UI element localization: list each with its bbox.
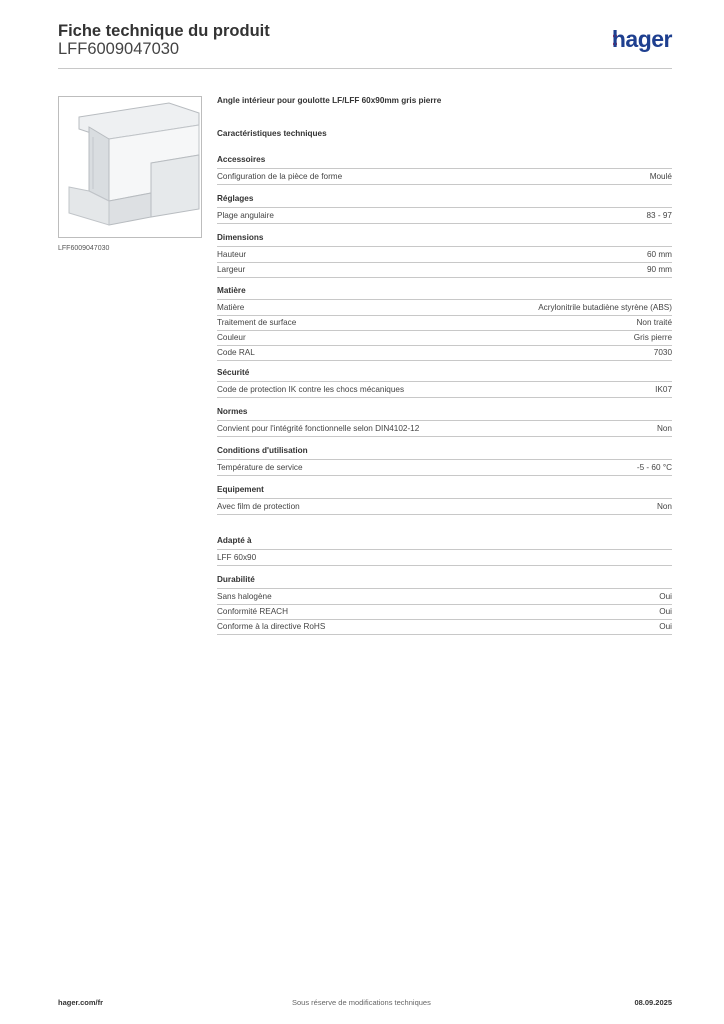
spec-group-title: Matière <box>217 286 672 300</box>
spec-value: IK07 <box>655 385 672 394</box>
spec-row <box>217 605 672 620</box>
spec-label: Code de protection IK contre les chocs mécaniques <box>217 385 405 394</box>
spec-row <box>217 301 672 316</box>
footer-date: 08.09.2025 <box>634 998 672 1007</box>
spec-label: Configuration de la pièce de forme <box>217 172 343 181</box>
spec-row <box>217 248 672 263</box>
spec-row <box>217 170 672 185</box>
spec-value: Acrylonitrile butadiène styrène (ABS) <box>538 303 672 312</box>
hager-logo: hager <box>611 26 672 52</box>
spec-value: 83 - 97 <box>646 211 672 220</box>
spec-row <box>217 500 672 515</box>
spec-label: Sans halogène <box>217 592 272 601</box>
spec-label: Avec film de protection <box>217 502 300 511</box>
spec-value: Non <box>656 424 672 433</box>
spec-section-heading: Caractéristiques techniques <box>217 129 327 138</box>
spec-row <box>217 461 672 476</box>
spec-row <box>217 551 672 566</box>
footer-site-link[interactable]: hager.com/fr <box>58 998 104 1007</box>
spec-label: Traitement de surface <box>217 318 297 327</box>
spec-group-title: Conditions d'utilisation <box>217 446 672 460</box>
spec-row <box>217 383 672 398</box>
spec-value: 90 mm <box>646 265 672 274</box>
spec-label: Hauteur <box>217 250 247 259</box>
page-header <box>58 22 672 68</box>
product-reference: LFF6009047030 <box>58 40 180 58</box>
spec-group-title: Equipement <box>217 485 672 499</box>
spec-value: Oui <box>659 622 672 631</box>
spec-group-title: Durabilité <box>217 575 672 589</box>
spec-label: Conforme à la directive RoHS <box>217 622 326 631</box>
spec-label: Convient pour l'intégrité fonctionnelle selon DIN4102-12 <box>217 424 420 433</box>
spec-row <box>217 331 672 346</box>
spec-value: Oui <box>659 607 672 616</box>
product-image <box>58 96 202 238</box>
spec-value: Moulé <box>649 172 672 181</box>
spec-value: Non traité <box>636 318 672 327</box>
spec-label: Couleur <box>217 333 246 342</box>
page-title: Fiche technique du produit <box>58 22 270 40</box>
spec-group-title: Accessoires <box>217 155 672 169</box>
spec-label: LFF 60x90 <box>217 553 257 562</box>
product-name: Angle intérieur pour goulotte LF/LFF 60x90mm gris pierre <box>217 96 442 105</box>
spec-group-title: Adapté à <box>217 536 672 550</box>
spec-row <box>217 263 672 278</box>
spec-label: Code RAL <box>217 348 255 357</box>
spec-group-title: Sécurité <box>217 368 672 382</box>
spec-group-title: Dimensions <box>217 233 672 247</box>
spec-row <box>217 316 672 331</box>
spec-label: Matière <box>217 303 245 312</box>
spec-value: 60 mm <box>646 250 672 259</box>
spec-value: Gris pierre <box>633 333 672 342</box>
spec-group-title: Réglages <box>217 194 672 208</box>
spec-value: -5 - 60 °C <box>636 463 672 472</box>
spec-label: Plage angulaire <box>217 211 274 220</box>
spec-label: Conformité REACH <box>217 607 288 616</box>
spec-label: Largeur <box>217 265 246 274</box>
spec-group-title: Normes <box>217 407 672 421</box>
spec-value: Non <box>656 502 672 511</box>
trunking-inner-angle-illustration <box>59 97 201 237</box>
spec-row <box>217 620 672 635</box>
header-divider <box>58 68 672 69</box>
spec-label: Température de service <box>217 463 303 472</box>
footer-notice: Sous réserve de modifications techniques <box>292 998 431 1007</box>
spec-value: 7030 <box>653 348 672 357</box>
spec-row <box>217 209 672 224</box>
spec-row <box>217 422 672 437</box>
spec-value: Oui <box>659 592 672 601</box>
image-caption: LFF6009047030 <box>58 245 110 252</box>
spec-row <box>217 346 672 361</box>
spec-row <box>217 590 672 605</box>
